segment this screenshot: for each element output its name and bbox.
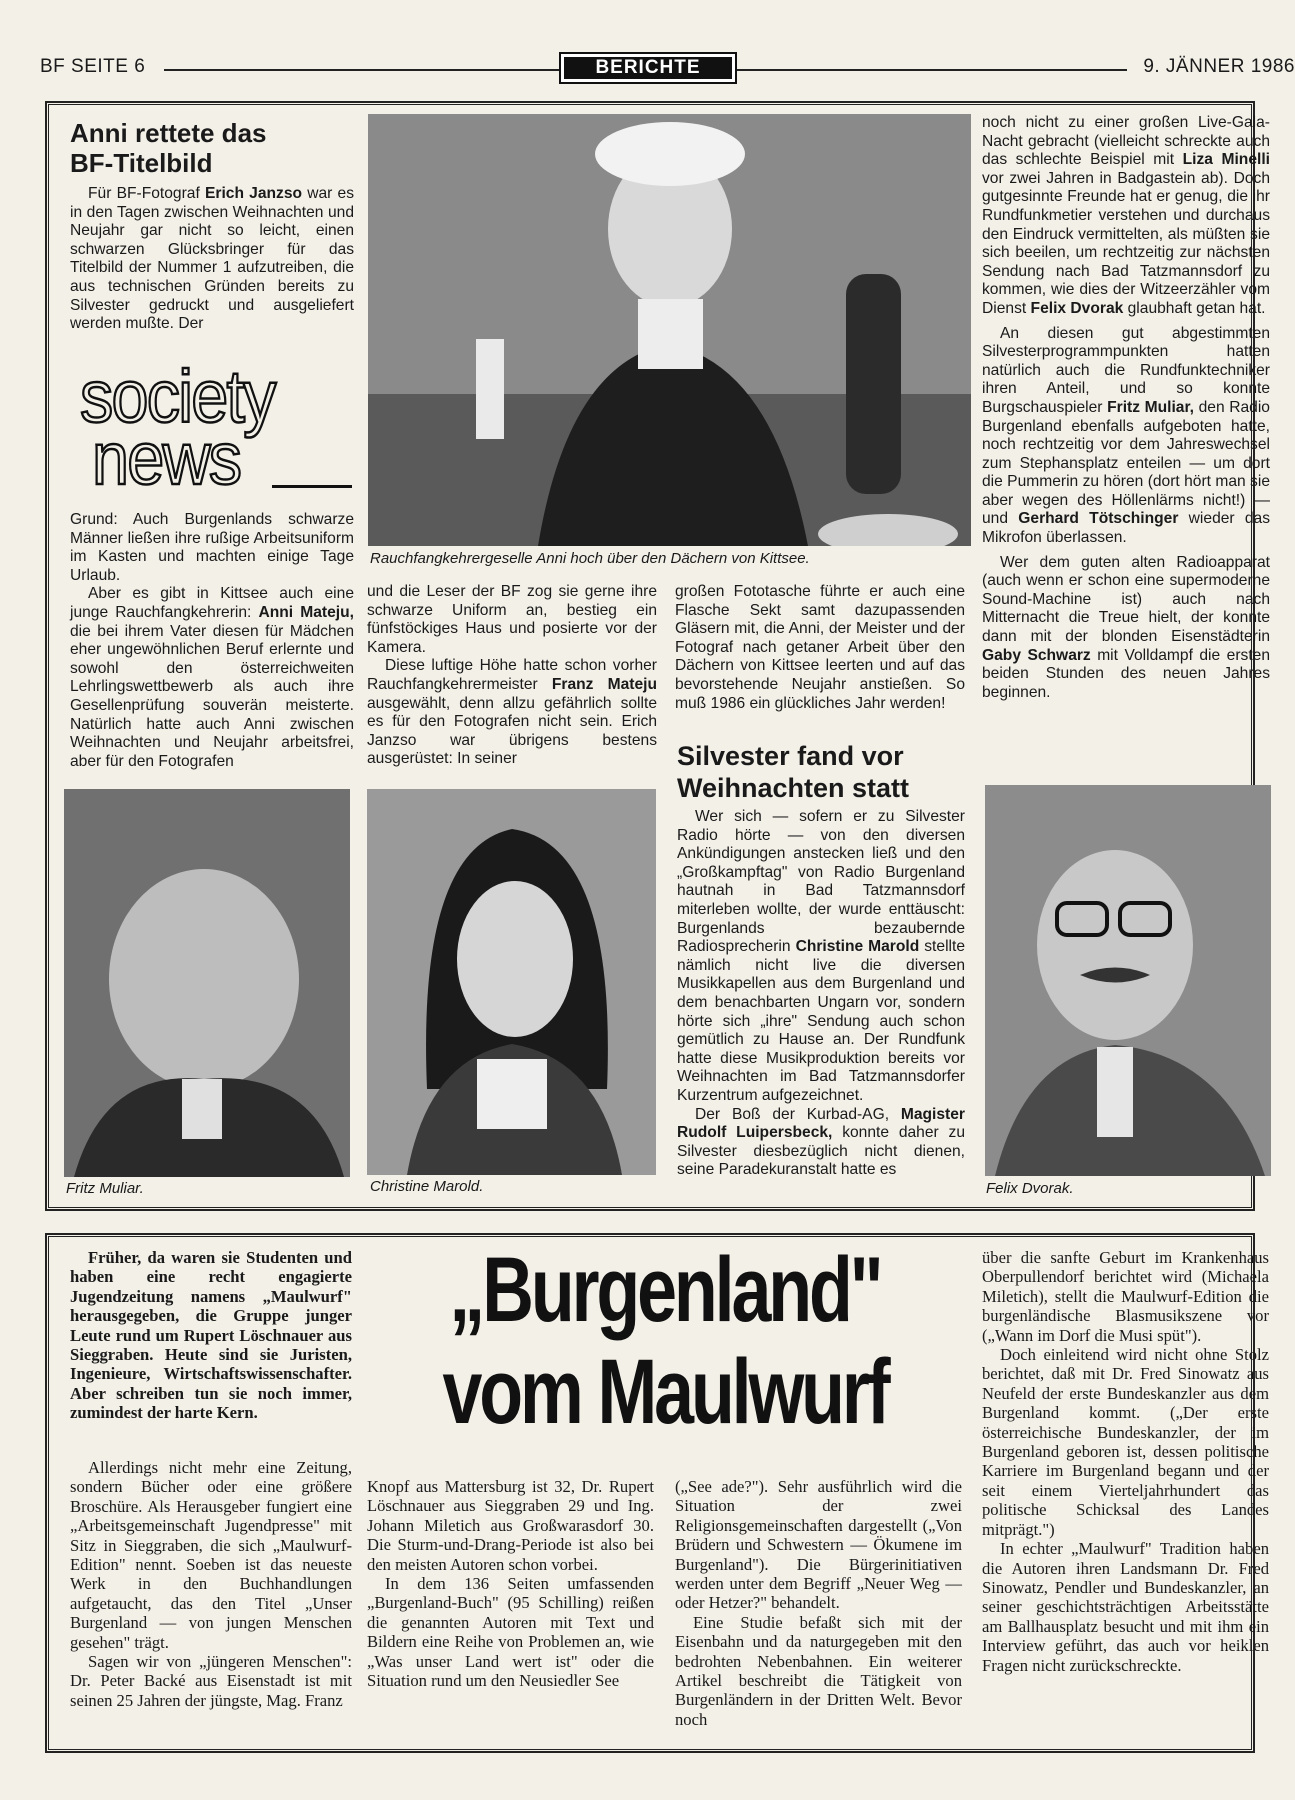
main-photo-chimney-sweep	[368, 114, 971, 546]
article3-headline-line1: „Burgenland"	[449, 1239, 881, 1341]
article3-column-3: („See ade?"). Sehr ausführlich wird die Situation der zwei Religionsgemeinschaften dargestellt („Von Brüdern und Schwestern — Ökumene im Burgenland"). Die Bürgerinitiativen werden unter dem Begriff „Neuer Weg — oder Hetzer?" behandelt. Eine Studie befaßt sich mit der Eisenbahn und da naturgegeben mit den bedrohten Nebenbahnen. Ein weiterer Artikel beschreibt die Tätigkeit von Burgenländern in der Dritten Welt. Bevor noch	[675, 1477, 962, 1729]
name-erich-janzso: Erich Janzso	[204, 185, 303, 202]
logo-news: news	[92, 417, 241, 500]
name-christine-marold: Christine Marold	[795, 938, 920, 956]
column-1-body: Grund: Auch Burgenlands schwarze Männer ließen ihre rußige Arbeitsuniform im Kasten und machten einige Tage Urlaub. Aber es gibt in Kittsee auch eine junge Rauchfangkehrerin: Anni Mateju, die bei ihrem Vater diesen für Mädchen eher ungewöhnlichen Beruf erlernte und sowohl den österreichweiten Lehrlingswettbewerb als auch ihre Gesellenprüfung souverän meisterte. Natürlich hatte auch Anni zwischen Weihnachten und Neujahr arbeitsfrei, aber für den Fotografen	[70, 511, 354, 770]
portrait-caption-marold: Christine Marold.	[370, 1178, 484, 1195]
subheading-silvester	[677, 740, 967, 804]
column-4-body: noch nicht zu einer großen Live-Gala-Nacht gebracht (vielleicht schreckte auch das schlechte Beispiel mit Liza Minelli vor zwei Jahren in Badgastein ab). Doch gutgesinnte Freunde hat er genug, die ihr Rundfunkmetier verstehen und durchaus den Eindruck vermittelten, als müßten sie sich beeilen, um rechtzeitig zur nächsten Sendung nach Bad Tatzmannsdorf zu kommen, wie dies der Witzeerzähler vom Dienst Felix Dvorak glaubhaft getan hat. An diesen gut abgestimmten Silvesterprogrammpunkten hatten natürlich auch die Rundfunktechniker ihren Anteil, und so konnte Burgschauspieler Fritz Muliar, den Radio Burgenland ebenfalls aufgeboten hatte, noch rechtzeitig vor dem Jahreswechsel zum Stephansplatz enteilen — um dort die Pummerin zu hören (dort hört man sie aber wegen des Höllenlärms nicht!) — und Gerhard Tötschinger wieder das Mikrofon überlassen. Wer dem guten alten Radioapparat (auch wenn er schon eine supermoderne Sound-Machine ist) auch nach Mitternacht die Treue hielt, der konnte dann mit der blonden Eisenstädterin Gaby Schwarz mit Volldampf die ersten beiden Stunden des neuen Jahres beginnen.	[982, 114, 1270, 701]
main-photo-caption: Rauchfangkehrergeselle Anni hoch über den Dächern von Kittsee.	[370, 550, 810, 567]
subheading-line2: Weihnachten statt	[677, 773, 910, 803]
society-news-logo	[72, 350, 362, 500]
portrait-christine-marold	[367, 789, 656, 1175]
name-rudolf-luipersbeck: Magister Rudolf Luipersbeck,	[677, 1105, 965, 1142]
header-rule-left	[164, 69, 559, 71]
article3-column-4: über die sanfte Geburt im Krankenhaus Oberpullendorf berichtet wird (Michaela Miletich), stellt die Maulwurf-Edition die burgenländische Blasmusikszene vor („Wann im Dorf die Musi spüt"). Doch einleitend wird nicht ohne Stolz berichtet, daß mit Dr. Fred Sinowatz aus Neufeld der erste Bundeskanzler aus dem Burgenland kommt. („Der erste österreichische Bundeskanzler, der im Burgenland geboren ist, dessen politische Karriere im Burgenland begann und der seit einem Vierteljahrhundert das politische Schicksal des Landes mitprägt.") In echter „Maulwurf" Tradition haben die Autoren ihren Landsmann Dr. Fred Sinowatz, Pendler und Bundeskanzler, an seiner geschichtsträchtigen Arbeitsstätte am Ballhausplatz besucht und mit ihm ein Interview geführt, das auch vor heiklen Fragen nicht zurückschreckte.	[982, 1248, 1269, 1675]
section-label-box	[559, 52, 737, 84]
subheading-line1: Silvester fand vor	[677, 741, 904, 771]
column-1-intro: Für BF-Fotograf Erich Janzso war es in den Tagen zwischen Weihnachten und Neujahr gar nicht so leicht, einen schwarzen Glücksbringer für das Titelbild der Nummer 1 aufzutreiben, die aus technischen Gründen bereits zu Silvester gedruckt und ausgeliefert werden mußte. Der	[70, 185, 355, 333]
article3-headline	[365, 1239, 965, 1443]
portrait-caption-dvorak: Felix Dvorak.	[986, 1180, 1074, 1197]
portrait-felix-dvorak	[985, 785, 1271, 1176]
issue-date: 9. JÄNNER 1986	[1143, 56, 1295, 77]
section-label: BERICHTE	[564, 57, 732, 79]
column-3-body: großen Fototasche führte er auch eine Flasche Sekt samt dazupassenden Gläsern mit, die Anni, der Meister und der Fotograf nach getaner Arbeit über den Dächern von Kittsee leerten und auf das bevorstehende Neujahr anstießen. So muß 1986 ein glückliches Jahr werden!	[675, 583, 965, 712]
article-title-line2: BF-Titelbild	[70, 148, 213, 178]
column-3-silvester: Wer sich — sofern er zu Silvester Radio hörte — von den diversen Ankündigungen anstecken ließ und den „Großkampftag" von Radio Burgenland hautnah in Bad Tatzmannsdorf miterleben wollte, der wurde enttäuscht: Burgenlands bezaubernde Radiosprecherin Christine Marold stellte nämlich nicht live die diversen Musikkapellen aus dem Burgenland und dem benachbarten Ungarn vor, sondern hörte sich „ihre" Sendung auch schon gemütlich zu Hause an. Der Rundfunk hatte diese Musikproduktion bereits vor Weihnachten im Bad Tatzmannsdorfer Kurzentrum aufgezeichnet. Der Boß der Kurbad-AG, Magister Rudolf Luipersbeck, konnte daher zu Silvester diesbezüglich nicht dienen, seine Paradekuranstalt hatte es	[677, 808, 966, 1179]
article3-headline-line2: vom Maulwurf	[442, 1341, 888, 1443]
article-title-line1: Anni rettete das	[70, 118, 267, 148]
name-fritz-muliar: Fritz Muliar,	[1107, 398, 1195, 416]
article3-column-1: Allerdings nicht mehr eine Zeitung, sondern Bücher oder eine größere Broschüre. Als Herausgeber fungiert eine „Arbeitsgemeinschaft Jugendpresse" mit Sitz in Sieggraben, die sich „Maulwurf-Edition" nennt. Soeben ist das neueste Werk in den Buchhandlungen aufgetaucht, das den Titel „Unser Burgenland — von jungen Menschen gesehen" trägt. Sagen wir von „jüngeren Menschen": Dr. Peter Backé aus Eisenstadt ist mit seinen 25 Jahren der jüngste, Mag. Franz	[70, 1458, 352, 1710]
name-gaby-schwarz: Gaby Schwarz	[982, 646, 1091, 664]
logo-society: society	[80, 355, 275, 438]
name-liza-minelli: Liza Minelli	[1182, 151, 1270, 169]
column-2-body: und die Leser der BF zog sie gerne ihre schwarze Uniform an, bestieg ein fünfstöckiges Haus und posierte vor der Kamera. Diese luftige Höhe hatte schon vorher Rauchfangkehrermeister Franz Mateju ausgewählt, denn allzu gefährlich sollte es für den Fotografen nicht sein. Erich Janzso war übrigens bestens ausgerüstet: In seiner	[367, 583, 657, 768]
header-rule-right	[737, 69, 1127, 71]
name-gerhard-toetschinger: Gerhard Tötschinger	[1018, 510, 1179, 528]
article3-lead: Früher, da waren sie Studenten und haben eine recht engagierte Jugendzeitung namens „Maulwurf" herausgegeben, die Gruppe junger Leute rund um Rupert Löschnauer aus Sieggraben. Heute sind sie Juristen, Ingenieure, Wirtschaftswissenschafter. Aber schreiben tun sie noch immer, zumindest der harte Kern.	[70, 1248, 352, 1423]
name-franz-mateju: Franz Mateju	[551, 675, 657, 693]
name-anni-mateju: Anni Mateju,	[258, 603, 354, 621]
page-number: BF SEITE 6	[40, 56, 146, 77]
article3-column-2: Knopf aus Mattersburg ist 32, Dr. Rupert Löschnauer aus Sieggraben 29 und Ing. Johann Miletich aus Großwarasdorf 30. Die Sturm-und-Drang-Periode ist also bei den meisten Autoren schon vorbei. In dem 136 Seiten umfassenden „Burgenland-Buch" (95 Schilling) reißen die genannten Autoren mit Text und Bildern eine Reihe von Problemen an, wie „Was unser Land wert ist" oder die Situation rund um den Neusiedler See	[367, 1477, 654, 1691]
article-title	[70, 118, 370, 178]
name-felix-dvorak: Felix Dvorak	[1030, 299, 1124, 317]
portrait-caption-muliar: Fritz Muliar.	[66, 1180, 144, 1197]
portrait-fritz-muliar	[64, 789, 350, 1177]
logo-underline	[272, 485, 352, 488]
